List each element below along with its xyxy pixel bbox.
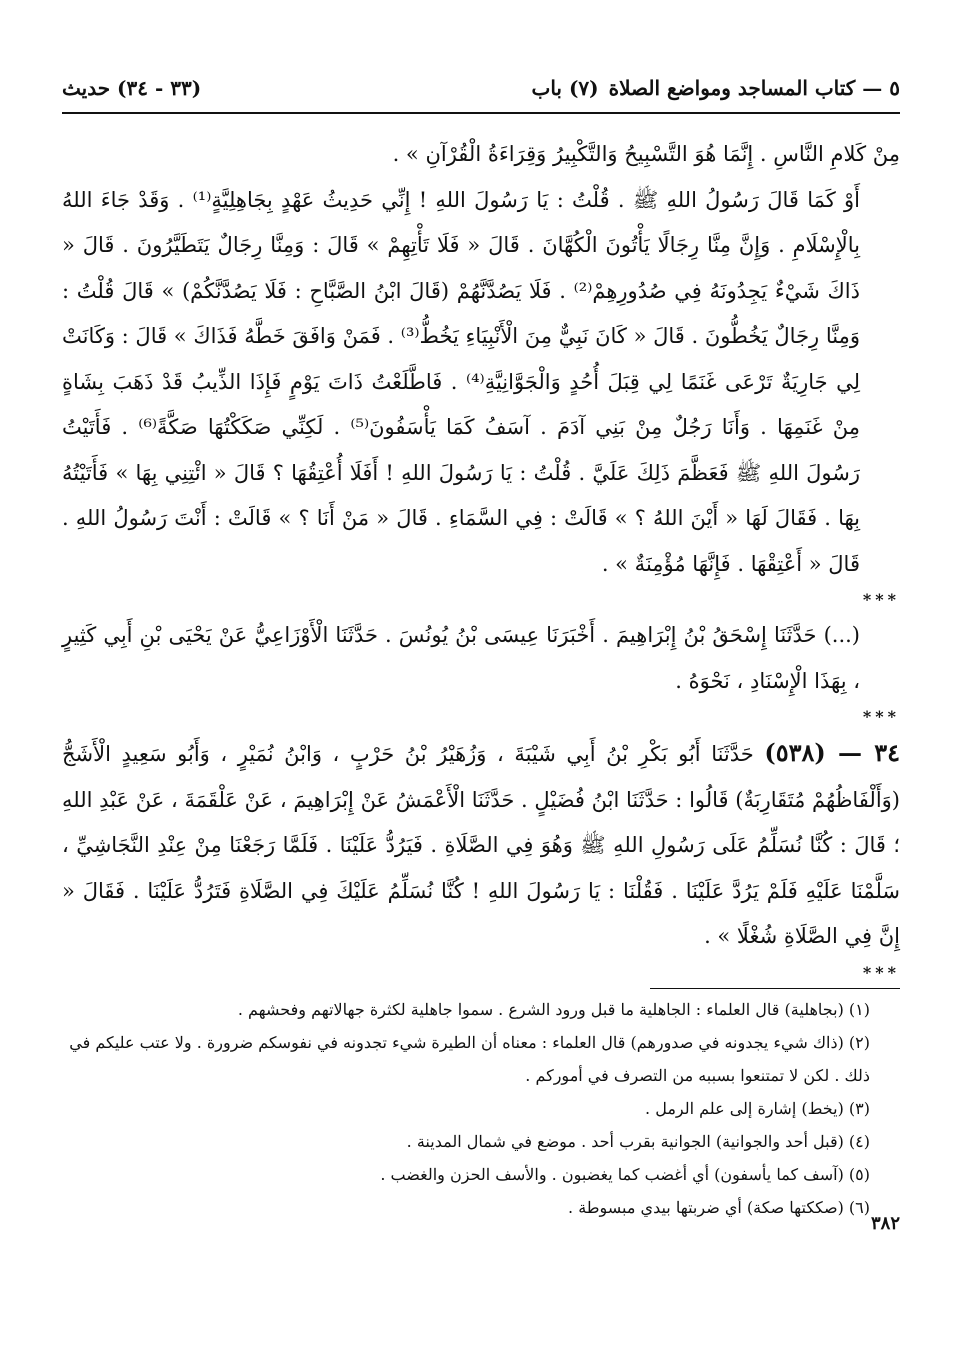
hadith-number: ٣٤ — (٥٣٨) xyxy=(764,738,900,767)
book-page xyxy=(62,70,900,1320)
section-separator: *** xyxy=(862,707,900,726)
footnote-divider xyxy=(650,988,900,989)
footnote-1: (١) (بجاهلية) قال العلماء : الجاهلية ما قبل ورود الشرع . سموا جاهلية لكثرة جهالاتهم وفحشهم . xyxy=(237,999,870,1019)
footnotes xyxy=(62,993,900,1224)
chapter-title: (٧) باب xyxy=(531,76,599,100)
header-titles xyxy=(532,76,901,100)
book-title: ٥ — كتاب المساجد ومواضع الصلاة xyxy=(608,76,900,100)
isnad-paragraph: (...) حَدَّثَنَا إِسْحَقُ بْنُ إِبْرَاهِيمَ . أَخْبَرَنَا عِيسَى بْنُ يُونُسَ . حَدَّثَنَا الْأَوْزَاعِيُّ عَنْ يَحْيَى بْنِ أَبِي كَثِيرٍ ، بِهَذَا الْإِسْنَادِ ، نَحْوَهُ . xyxy=(62,623,860,693)
footnote-3: (٣) (يخط) إشارة إلى علم الرمل . xyxy=(645,1098,870,1118)
section-separator: *** xyxy=(862,962,900,982)
footnote-4: (٤) (قبل أحد والجوانية) الجوانية بقرب أحد . موضع في شمال المدينة . xyxy=(406,1131,870,1151)
paragraph-narration: أَوْ كَمَا قَالَ رَسُولُ اللهِ ﷺ . قُلْتُ : يَا رَسُولَ اللهِ ! إِنِّي حَدِيثُ عَهْدٍ بِجَاهِلِيَّةٍ⁽¹⁾ . وَقَدْ جَاءَ اللهُ بِالْإِسْلَامِ . وَإِنَّ مِنَّا رِجَالًا يَأْتُونَ الْكُهَّانَ . قَالَ « فَلَا تَأْتِهِمْ » قَالَ : وَمِنَّا رِجَالٌ يَتَطَيَّرُونَ . قَالَ « ذَاكَ شَيْءٌ يَجِدُونَهُ فِي صُدُورِهِمْ⁽²⁾ . فَلَا يَصُدَّنَّهُمْ (قَالَ ابْنُ الصَّبَّاحِ : فَلَا يَصُدَّنَّكُمْ) » قَالَ قُلْتُ : وَمِنَّا رِجَالٌ يَخُطُّونَ . قَالَ « كَانَ نَبِيٌّ مِنَ الْأَنْبِيَاءِ يَخُطُّ⁽³⁾ . فَمَنْ وَافَقَ خَطَّهُ فَذَاكَ » قَالَ : وَكَانَتْ لِي جَارِيَةٌ تَرْعَى غَنَمًا لِي قِبَلَ أُحُدٍ وَالْجَوَّانِيَّةِ⁽⁴⁾ . فَاطَّلَعْتُ ذَاتَ يَوْمٍ فَإِذَا الذِّيبُ قَدْ ذَهَبَ بِشَاةٍ مِنْ غَنَمِهَا . وَأَنَا رَجُلٌ مِنْ بَنِي آدَمَ . آسَفُ كَمَا يَأْسَفُونَ⁽⁵⁾ . لَكِنِّي صَكَكْتُهَا صَكَّةً⁽⁶⁾ . فَأَتَيْتُ رَسُولَ اللهِ ﷺ فَعَظَّمَ ذَلِكَ عَلَيَّ . قُلْتُ : يَا رَسُولَ اللهِ ! أَفَلَا أُعْتِقُهَا ؟ قَالَ « ائْتِنِي بِهَا » فَأَتَيْتُهُ بِهَا . فَقَالَ لَهَا « أَيْنَ اللهُ ؟ » قَالَتْ : فِي السَّمَاءِ . قَالَ « مَنْ أَنَا ؟ » قَالَتْ : أَنْتَ رَسُولُ اللهِ . قَالَ « أَعْتِقْهَا . فَإِنَّهَا مُؤْمِنَةٌ » . xyxy=(62,187,861,576)
paragraph-continuation: مِنْ كَلامِ النَّاسِ . إِنَّمَا هُوَ التَّسْبِيحُ وَالتَّكْبِيرُ وَقِرَاءَةُ الْقُرْآنِ » . xyxy=(392,142,900,166)
footnote-2: (٢) (ذاك شيء يجدونه في صدورهم) قال العلماء : معناه أن الطيرة شيء تجدونه في نفوسكم ضرورة . ولا عتب عليكم في ذلك . لكن لا تمتنعوا بسببه من التصرف في أموركم . xyxy=(69,1032,870,1085)
page-number: ٣٨٢ xyxy=(870,1213,900,1234)
hadith-34-text: حَدَّثَنَا أَبُو بَكْرِ بْنُ أَبِي شَيْبَةَ ، وَزُهَيْرُ بْنُ حَرْبٍ ، وَابْنُ نُمَيْرٍ ، وَأَبُو سَعِيدٍ الْأَشَجُّ (وَأَلْفَاظُهُمْ مُتَقَارِبَةٌ) قَالُوا : حَدَّثَنَا ابْنُ فُضَيْلٍ . حَدَّثَنَا الْأَعْمَشُ عَنْ إِبْرَاهِيمَ ، عَنْ عَلْقَمَةَ ، عَنْ عَبْدِ اللهِ ؛ قَالَ : كُنَّا نُسَلِّمُ عَلَى رَسُولِ اللهِ ﷺ وَهُوَ فِي الصَّلَاةِ . فَيَرُدُّ عَلَيْنَا . فَلَمَّا رَجَعْنَا مِنْ عِنْدِ النَّجَاشِيِّ ، سَلَّمْنَا عَلَيْهِ فَلَمْ يَرُدَّ عَلَيْنَا . فَقُلْنَا : يَا رَسُولَ اللهِ ! كُنَّا نُسَلِّمُ عَلَيْكَ فِي الصَّلَاةِ فَتَرُدُّ عَلَيْنَا . فَقَالَ « إِنَّ فِي الصَّلَاةِ شُغْلًا » . xyxy=(62,742,900,948)
footnote-5: (٥) (آسف كما يأسفون) أي أغضب كما يغضبون . والأسف الحزن والغضب . xyxy=(380,1164,870,1184)
hadith-range: (٣٣ - ٣٤) حديث xyxy=(62,76,202,100)
section-separator: *** xyxy=(862,590,900,609)
running-header xyxy=(62,70,900,114)
hadith-34 xyxy=(62,730,900,960)
footnote-6: (٦) (صككتها صكة) أي ضربتها بيدي مبسوطة . xyxy=(568,1197,870,1217)
main-text xyxy=(62,132,900,982)
